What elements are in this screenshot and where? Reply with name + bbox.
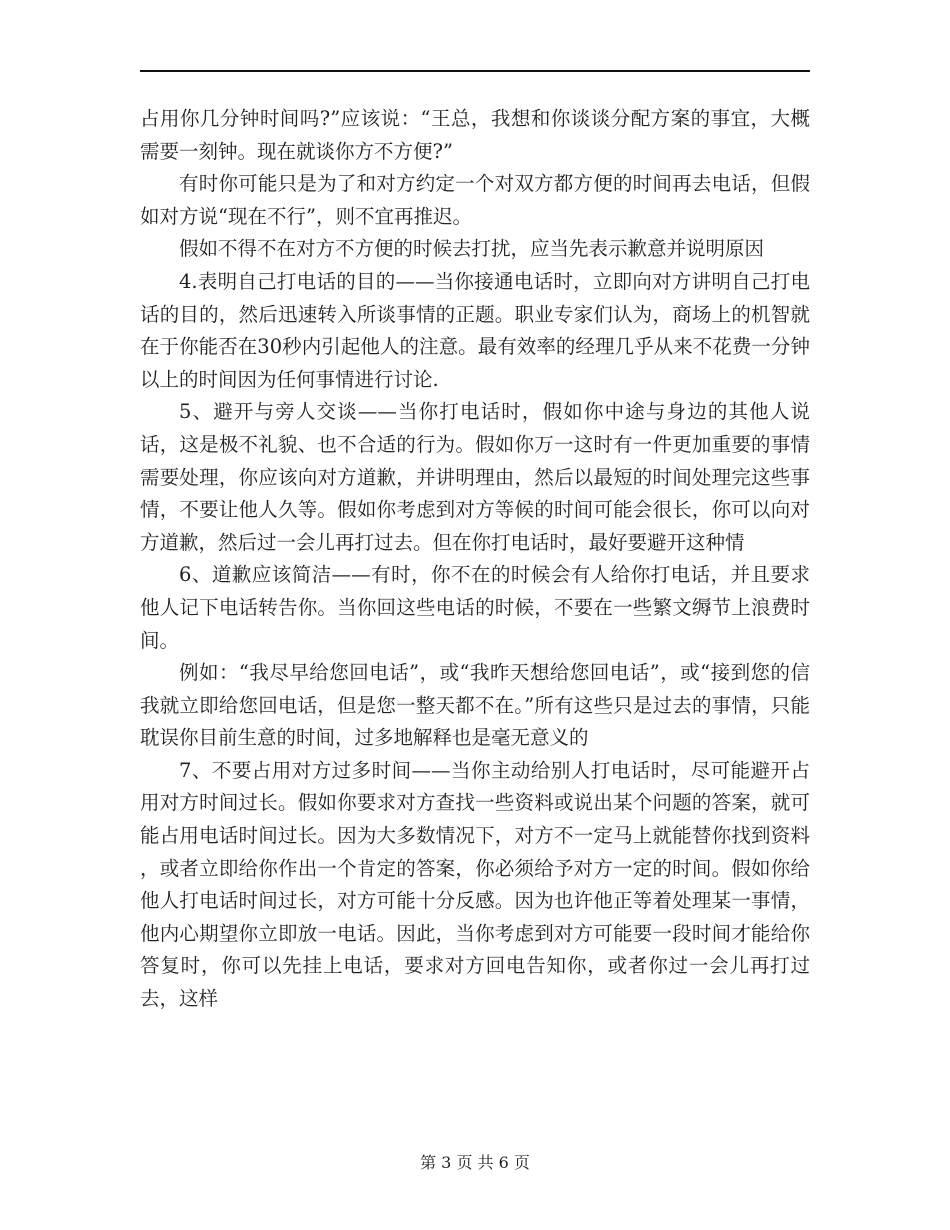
page-number: 第 3 页 共 6 页 bbox=[420, 1153, 530, 1172]
header-rule bbox=[140, 70, 810, 72]
paragraph-item-6: 6、道歉应该简洁——有时，你不在的时候会有人给你打电话，并且要求他人记下电话转告你。当你回这些电话的时候，不要在一些繁文缛节上浪费时间。 bbox=[140, 563, 810, 652]
paragraph-continuation: 占用你几分钟时间吗?”应该说：“王总，我想和你谈谈分配方案的事宜，大概需要一刻钟。现在就谈你方不方便?” bbox=[140, 107, 810, 163]
paragraph-item-4: 4.表明自己打电话的目的——当你接通电话时，立即向对方讲明自己打电话的目的，然后迅速转入所谈事情的正题。职业专家们认为，商场上的机智就在于你能否在30秒内引起他人的注意。最有效率的经理几乎从来不花费一分钟以上的时间因为任何事情进行讨论. bbox=[140, 269, 810, 391]
paragraph-item-5: 5、避开与旁人交谈——当你打电话时，假如你中途与身边的其他人说话，这是极不礼貌、也不合适的行为。假如你万一这时有一件更加重要的事情需要处理，你应该向对方道歉，并讲明理由，然后以最短的时间处理完这些事情，不要让他人久等。假如你考虑到对方等候的时间可能会很长，你可以向对方道歉，然后过一会儿再打过去。但在你打电话时，最好要避开这种情 bbox=[140, 400, 810, 554]
paragraph-example: 例如：“我尽早给您回电话”，或“我昨天想给您回电话”，或“接到您的信我就立即给您回电话，但是您一整天都不在。”所有这些只是过去的事情，只能耽误你目前生意的时间，过多地解释也是毫无意义的 bbox=[140, 661, 810, 750]
paragraph: 假如不得不在对方不方便的时候去打扰，应当先表示歉意并说明原因 bbox=[179, 237, 765, 261]
paragraph-item-7: 7、不要占用对方过多时间——当你主动给别人打电话时，尽可能避开占用对方时间过长。假如你要求对方查找一些资料或说出某个问题的答案，就可能占用电话时间过长。因为大多数情况下，对方不一定马上就能替你找到资料 ，或者立即给你作出一个肯定的答案，你必须给予对方一定的时间。假如你给他人打电话时间过长，对方可能十分反感。因为也许他正等着处理某一事情，他内心期望你立即放一电话。因此，当你考虑到对方可能要一段时间才能给你答复时，你可以先挂上电话，要求对方回电告知你，或者你过一会儿再打过去，这样 bbox=[140, 758, 810, 1011]
paragraph: 有时你可能只是为了和对方约定一个对双方都方便的时间再去电话，但假如对方说“现在不行”，则不宜再推迟。 bbox=[140, 172, 810, 228]
document-body bbox=[140, 103, 810, 1016]
